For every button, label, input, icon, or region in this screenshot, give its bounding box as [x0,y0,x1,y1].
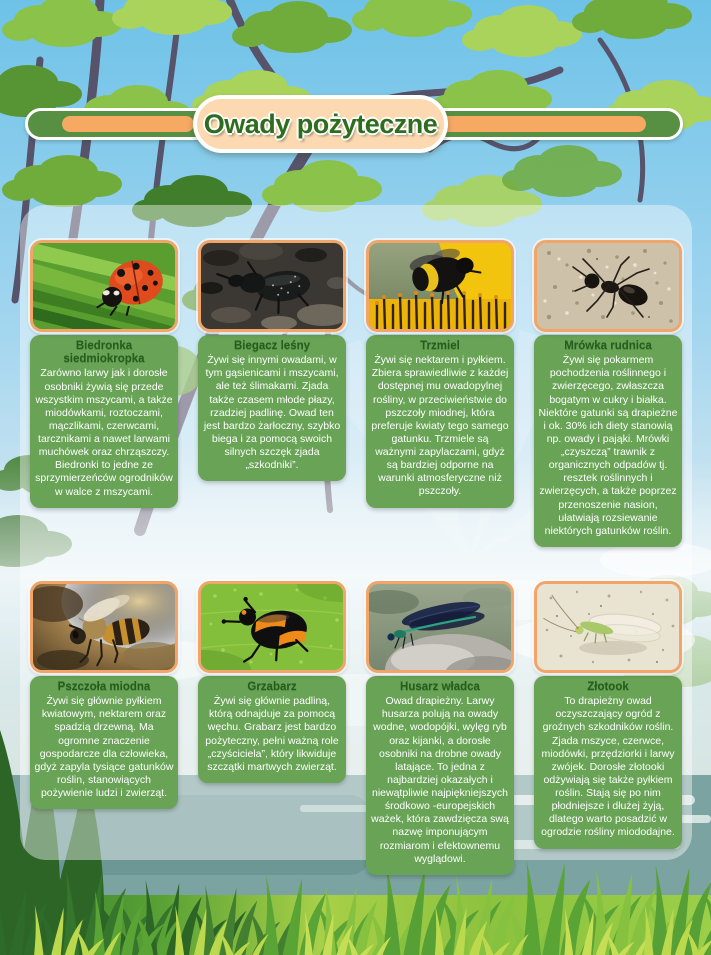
ant-photo [534,240,682,332]
card-zlotook [534,581,682,849]
card-title: Złotook [587,681,629,693]
ground-beetle-photo [198,240,346,332]
card-description: Zarówno larwy jak i dorosłe osobniki żywią się przede wszystkim mszycami, a także miodówkami, roztoczami, mączlikami, czerwcami, tarcznikami a nawet larwami muchówek oraz chrząszczy. Biedronki to jedne ze sprzymierzeńców ogrodników w walce z mszycami. [35,367,173,498]
dragonfly-photo [366,581,514,673]
card-biedronka [30,240,178,508]
card-textbox [198,335,346,481]
card-description: Żywi się innymi owadami, w tym gąsienicami i mszycami, ale też ślimakami. Zjada także czasem młode płazy, rzadziej padlinę. Owad ten jest bardzo żarłoczny, szybko biega i za pomocą swoich silnych szczęk zjada „szkodniki”. [203,354,341,472]
card-textbox [534,335,682,547]
honey-bee-photo [30,581,178,673]
card-biegacz [198,240,346,481]
card-trzmiel [366,240,514,508]
card-description: Żywi się głównie pyłkiem kwiatowym, nektarem oraz spadzią drzewną. Ma ogromne znaczenie gospodarcze dla człowieka, gdyż zapyla tysiące gatunków roślin, stanowiących pożywienie ludzi i zwierząt. [34,695,174,800]
bumblebee-photo [366,240,514,332]
burying-beetle-photo [198,581,346,673]
card-grabarz [198,581,346,783]
card-title: Husarz władca [400,681,480,693]
card-row-1 [30,240,682,547]
card-mrowka [534,240,682,547]
card-textbox [534,676,682,849]
card-husarz [366,581,514,875]
card-title: Trzmiel [420,340,460,352]
card-textbox [30,335,178,508]
card-textbox [30,676,178,809]
title-banner [0,95,711,155]
card-title: Mrówka rudnica [564,340,652,352]
banner-bar-right [428,116,646,132]
card-description: Żywi się pokarmem pochodzenia roślinnego i zwierzęcego, zwłaszcza bogatym w cukry i białka. Niektóre gatunki są drapieżne i ok. 30% ich diety stanowią np. owady i pająki. Mrówki „czyszczą” trawnik z organicznych odpadów tj. resztek roślinnych i zwierzęcych, a także poprzez przenoszenie nasion, ułatwiają rozsiewanie niektórych gatunków roślin. [538,354,678,537]
lacewing-photo [534,581,682,673]
card-title: Pszczoła miodna [57,681,151,693]
card-title: Biedronka siedmiokropka [63,340,145,366]
card-description: To drapieżny owad oczyszczający ogród z groźnych szkodników roślin. Zjada mszyce, czerwce, miodówki, przędziorki i larwy zwójek. Dorosłe złotooki odżywiają się także pyłkiem roślin. Stają się po nim płodniejsze i dłużej żyją, dlatego warto posadzić w ogrodzie rośliny miododajne. [541,695,675,839]
card-textbox [366,335,514,508]
banner-bar-left [62,116,194,132]
card-pszczola [30,581,178,809]
card-description: Żywi się nektarem i pyłkiem. Zbiera sprawiedliwie z każdej dostępnej mu owadopylnej rośliny, w przeciwieństwie do pszczoły miodnej, która preferuje kwiaty tego samego gatunku. Trzmiele są ważnymi zapylaczami, gdyż są bardziej odporne na warunki atmosferyczne niż pszczoły. [371,354,509,498]
ladybird-photo [30,240,178,332]
card-textbox [198,676,346,783]
title-pill [193,95,448,153]
card-title: Biegacz leśny [233,340,311,352]
card-description: Owad drapieżny. Larwy husarza polują na owady wodne, wodopójki, wylęg ryb oraz kijanki, a dorosłe osobniki na drobne owady latające. To jedna z najbardziej okazałych i niewątpliwie najpiękniejszych środkowo -europejskich ważek, która zawdzięcza swą nazwę imponującym rozmiarom i efektownemu wyglądowi. [371,695,509,865]
page-title: Owady pożyteczne [203,108,438,139]
card-title: Grzabarz [247,681,297,693]
card-description: Żywi się głównie padliną, którą odnajduje za pomocą węchu. Grabarz jest bardzo pożyteczny, pełni ważną role „czyściciela”, który likwiduje szczątki martwych zwierząt. [205,695,339,773]
card-textbox [366,676,514,875]
card-row-2 [30,581,682,875]
